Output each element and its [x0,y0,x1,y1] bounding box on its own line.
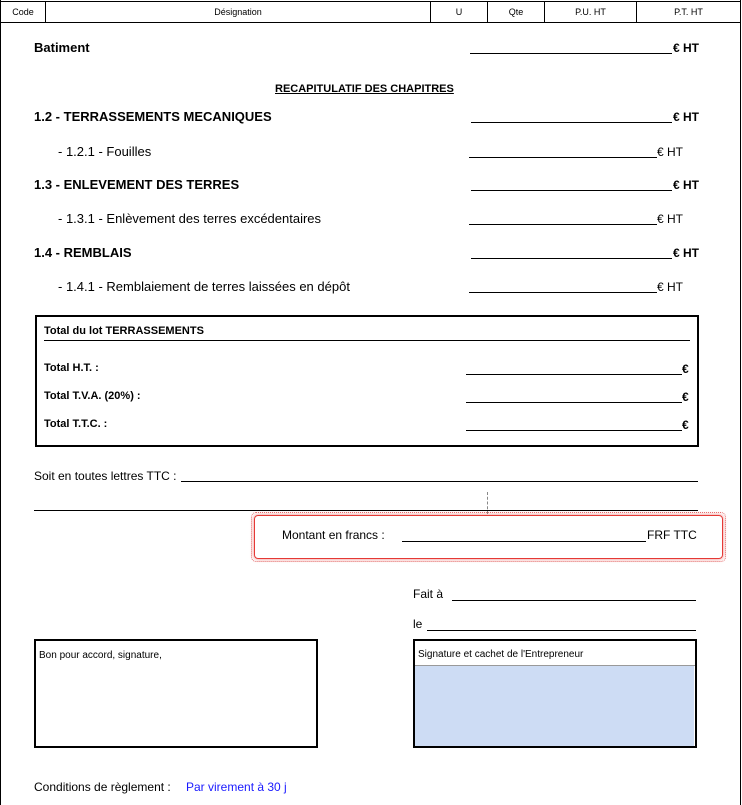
subchapter-amount-line [469,224,657,225]
letters-line-1[interactable] [181,481,698,482]
total-ht-label: Total H.T. : [44,362,99,374]
place-label: Fait à [413,587,444,601]
total-tva-line [466,402,682,403]
francs-unit: FRF TTC [647,528,697,542]
col-header-pt: P.T. HT [637,1,741,23]
chapter-amount-line [471,190,672,191]
total-tva-label: Total T.V.A. (20%) : [44,390,141,402]
chapter-amount-line [471,258,672,259]
total-tva-currency: € [682,390,689,404]
conditions-value[interactable]: Par virement à 30 j [186,780,287,794]
cell-divider [487,492,488,514]
chapter-title: 1.4 - REMBLAIS [34,245,132,260]
letters-label: Soit en toutes lettres TTC : [34,469,177,483]
total-box-title: Total du lot TERRASSEMENTS [44,325,204,337]
letters-line-2[interactable] [34,510,698,511]
chapter-unit: € HT [673,110,700,124]
total-ht-currency: € [682,362,689,376]
chapter-title: 1.3 - ENLEVEMENT DES TERRES [34,177,240,192]
recap-title: RECAPITULATIF DES CHAPITRES [275,83,454,95]
subchapter-amount-line [469,157,657,158]
subchapter-label: - 1.4.1 - Remblaiement de terres laissées en dépôt [58,279,350,294]
chapter-unit: € HT [673,178,700,192]
total-ttc-line [466,430,682,431]
date-label: le [413,617,423,631]
contractor-box-rule [415,665,695,666]
total-box-title-rule [44,340,690,341]
francs-label: Montant en francs : [282,528,385,542]
conditions-label: Conditions de règlement : [34,780,171,794]
subchapter-unit: € HT [657,280,684,294]
subchapter-unit: € HT [657,145,684,159]
col-header-unit: U [431,1,488,23]
date-line[interactable] [427,630,696,631]
chapter-unit: € HT [673,246,700,260]
chapter-amount-line [471,122,672,123]
total-ttc-currency: € [682,418,689,432]
total-ht-line [466,374,682,375]
building-label: Batiment [34,40,90,55]
chapter-title: 1.2 - TERRASSEMENTS MECANIQUES [34,109,272,124]
col-header-qty: Qte [488,1,545,23]
subchapter-label: - 1.2.1 - Fouilles [58,144,152,159]
client-signature-label: Bon pour accord, signature, [39,650,162,661]
building-unit: € HT [673,41,700,55]
col-header-pu: P.U. HT [545,1,637,23]
contractor-signature-label: Signature et cachet de l'Entrepreneur [418,649,584,660]
building-amount-line [470,53,672,54]
francs-line[interactable] [402,541,646,542]
subchapter-label: - 1.3.1 - Enlèvement des terres excédentaires [58,211,322,226]
place-line[interactable] [452,600,696,601]
subchapter-unit: € HT [657,212,684,226]
total-ttc-label: Total T.T.C. : [44,418,108,430]
subchapter-amount-line [469,292,657,293]
col-header-designation: Désignation [46,1,431,23]
col-header-code: Code [0,1,46,23]
